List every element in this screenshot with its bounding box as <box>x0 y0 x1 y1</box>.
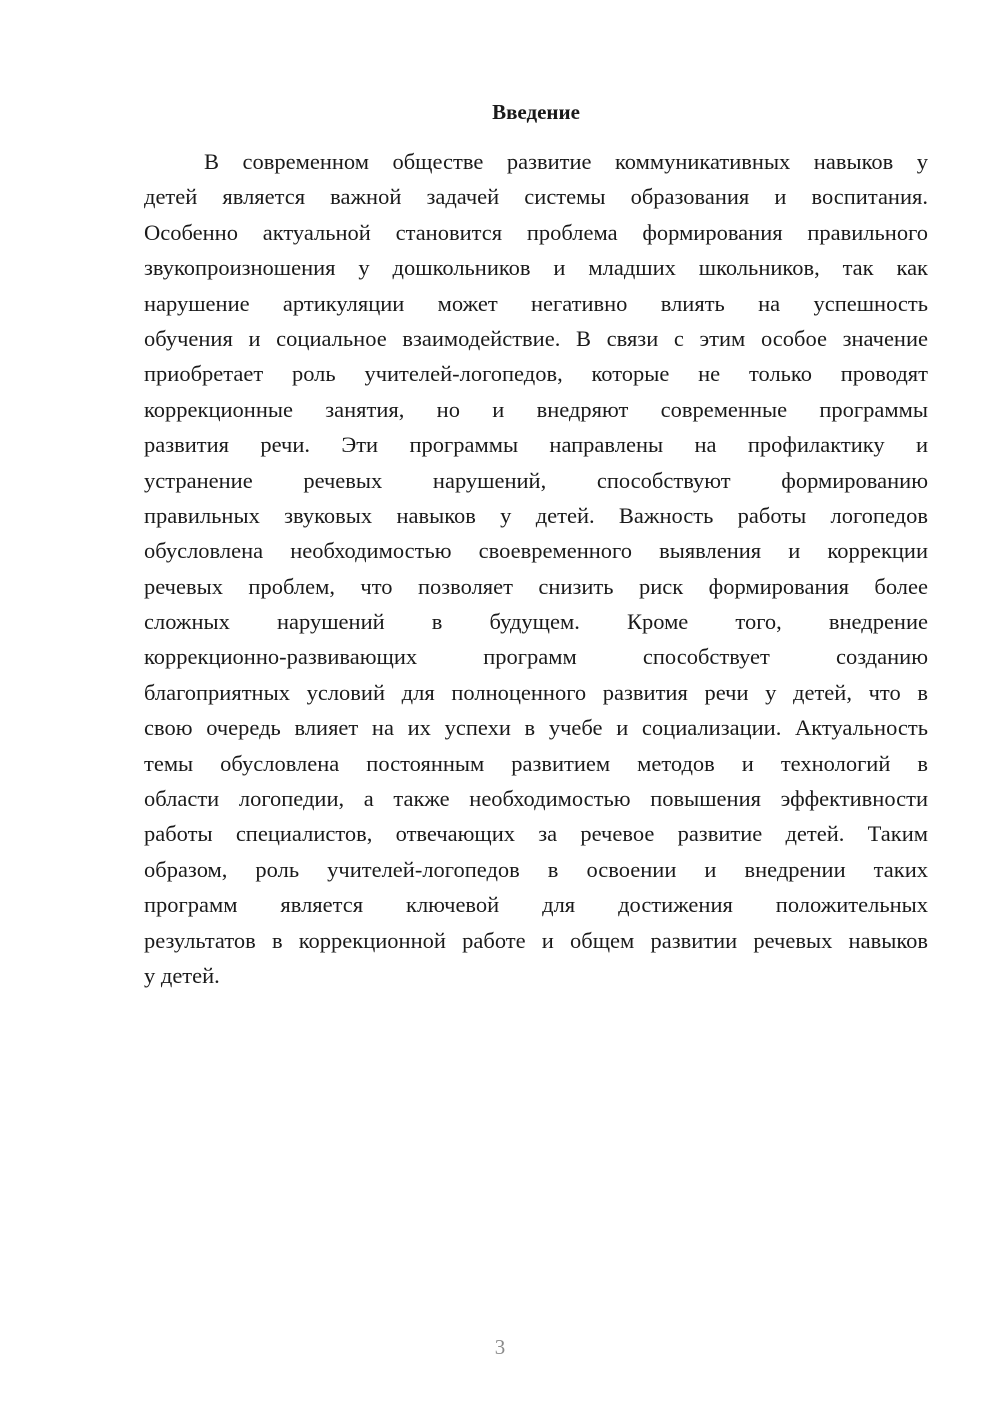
text-line: результатов в коррекционной работе и общем развитии речевых навыков <box>144 927 928 953</box>
text-line: нарушение артикуляции может негативно влиять на успешность <box>144 290 928 316</box>
text-line: области логопедии, а также необходимостью повышения эффективности <box>144 786 928 812</box>
text-line: коррекционно-развивающих программ способствует созданию <box>144 644 928 670</box>
text-line: образом, роль учителей-логопедов в освоении и внедрении таких <box>144 856 928 882</box>
text-line: развития речи. Эти программы направлены на профилактику и <box>144 432 928 458</box>
text-line: звукопроизношения у дошкольников и младших школьников, так как <box>144 255 928 281</box>
text-line: В современном обществе развитие коммуникативных навыков у <box>204 149 928 174</box>
text-line: Особенно актуальной становится проблема формирования правильного <box>144 219 928 245</box>
text-line: благоприятных условий для полноценного развития речи у детей, что в <box>144 679 928 705</box>
text-line: детей является важной задачей системы образования и воспитания. <box>144 184 928 210</box>
text-line: обусловлена необходимостью своевременного выявления и коррекции <box>144 538 928 564</box>
text-line: устранение речевых нарушений, способствуют формированию <box>144 467 928 493</box>
text-line: коррекционные занятия, но и внедряют современные программы <box>144 396 928 422</box>
text-line: работы специалистов, отвечающих за речевое развитие детей. Таким <box>144 821 928 847</box>
text-line: свою очередь влияет на их успехи в учебе и социализации. Актуальность <box>144 715 928 741</box>
text-line: приобретает роль учителей-логопедов, которые не только проводят <box>144 361 928 387</box>
page-title: Введение <box>492 100 580 124</box>
text-line: у детей. <box>144 962 220 988</box>
text-line: речевых проблем, что позволяет снизить риск формирования более <box>144 573 928 599</box>
text-line: правильных звуковых навыков у детей. Важность работы логопедов <box>144 502 928 528</box>
body-paragraph <box>144 144 928 993</box>
text-line: темы обусловлена постоянным развитием методов и технологий в <box>144 750 928 776</box>
page-number: 3 <box>494 1335 506 1359</box>
text-line: программ является ключевой для достижения положительных <box>144 892 928 918</box>
text-line: обучения и социальное взаимодействие. В связи с этим особое значение <box>144 325 928 351</box>
text-line: сложных нарушений в будущем. Кроме того, внедрение <box>144 609 928 635</box>
